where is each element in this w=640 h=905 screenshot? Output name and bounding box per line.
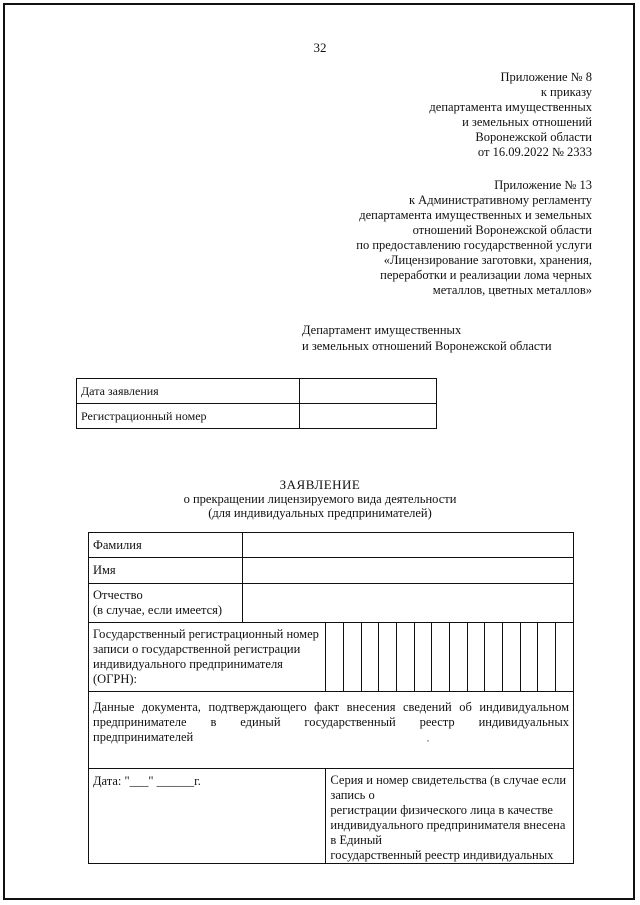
document-data-cell: [89, 692, 574, 769]
ogrn-digit-cell[interactable]: [344, 623, 362, 692]
appendix-regulation-line: Приложение № 13: [494, 178, 592, 192]
document-title: [0, 478, 640, 520]
appendix-order-line: Приложение № 8: [500, 70, 592, 84]
appendix-regulation-line: к Административному регламенту: [408, 193, 592, 207]
department-line: и земельных отношений Воронежской области: [302, 339, 552, 353]
department-line: Департамент имущественных: [302, 323, 462, 337]
certificate-line: государственный реестр индивидуальных: [330, 848, 554, 862]
title-heading: ЗАЯВЛЕНИЕ: [279, 477, 361, 492]
appendix-order-line: от 16.09.2022 № 2333: [477, 145, 592, 159]
appendix-order-line: и земельных отношений: [462, 115, 592, 129]
ogrn-digit-cell[interactable]: [556, 623, 574, 692]
appendix-regulation-line: отношений Воронежской области: [412, 223, 592, 237]
surname-value[interactable]: [243, 533, 574, 558]
name-label: Имя: [89, 558, 243, 584]
date-field[interactable]: Дата: "___" ______г.: [89, 769, 326, 864]
appendix-regulation-line: «Лицензирование заготовки, хранения,: [383, 253, 592, 267]
name-value[interactable]: [243, 558, 574, 584]
ogrn-digit-cell[interactable]: [503, 623, 521, 692]
number-label-cell: Регистрационный номер: [77, 404, 300, 429]
page-number: 32: [313, 40, 327, 55]
ogrn-digit-cell[interactable]: [361, 623, 379, 692]
scan-dot-mark: ˙: [426, 737, 430, 751]
title-subtitle: (для индивидуальных предпринимателей): [208, 506, 432, 520]
table-row: [77, 379, 437, 404]
appendix-regulation-line: по предоставлению государственной услуги: [356, 238, 592, 252]
ogrn-digit-cell[interactable]: [538, 623, 556, 692]
date-label-cell: Дата заявления: [77, 379, 300, 404]
appendix-regulation-line: переработки и реализации лома черных: [380, 268, 592, 282]
appendix-order-line: к приказу: [540, 85, 592, 99]
patronymic-label-line: Отчество: [93, 588, 143, 602]
ogrn-digit-cell[interactable]: [485, 623, 503, 692]
table-row: [89, 692, 574, 769]
ogrn-label-line: записи о государственной регистрации: [93, 642, 301, 656]
appendix-order-line: департамента имущественных: [429, 100, 592, 114]
appendix-regulation-line: металлов, цветных металлов»: [432, 283, 592, 297]
table-row: [77, 404, 437, 429]
ogrn-digit-cell[interactable]: [467, 623, 485, 692]
certificate-line: индивидуального предпринимателя внесена в Единый: [330, 818, 566, 847]
ogrn-digit-cell[interactable]: [326, 623, 344, 692]
ogrn-label-line: (ОГРН):: [93, 672, 138, 686]
document-data-line: предпринимателе в единый государственный реестр индивидуальных: [93, 715, 569, 729]
ogrn-digit-cell[interactable]: [520, 623, 538, 692]
ogrn-label: [89, 623, 326, 692]
ogrn-label-line: индивидуального предпринимателя: [93, 657, 283, 671]
ogrn-digit-cell[interactable]: [379, 623, 397, 692]
appendix-order-line: Воронежской области: [475, 130, 592, 144]
surname-label: Фамилия: [89, 533, 243, 558]
patronymic-value[interactable]: [243, 584, 574, 623]
table-row: [89, 584, 574, 623]
application-form-table: [88, 532, 574, 864]
appendix-regulation-block: [356, 178, 592, 298]
document-data-line: Данные документа, подтверждающего факт внесения сведений об индивидуальном: [93, 700, 569, 714]
patronymic-label: [89, 584, 243, 623]
date-value-cell[interactable]: [300, 379, 437, 404]
table-row: [89, 623, 574, 692]
department-addressee: [302, 322, 552, 354]
certificate-line: Серия и номер свидетельства (в случае если запись о: [330, 773, 567, 802]
certificate-cell: [326, 769, 574, 864]
certificate-line: регистрации физического лица в качестве: [330, 803, 553, 817]
table-row: [89, 558, 574, 584]
document-data-line: предпринимателей: [93, 730, 194, 744]
ogrn-label-line: Государственный регистрационный номер: [93, 627, 319, 641]
table-row: [89, 533, 574, 558]
number-value-cell[interactable]: [300, 404, 437, 429]
ogrn-digit-cell[interactable]: [397, 623, 415, 692]
patronymic-label-line: (в случае, если имеется): [93, 603, 223, 617]
table-row: [89, 769, 574, 864]
appendix-order-block: [429, 70, 592, 160]
ogrn-digit-cell[interactable]: [432, 623, 450, 692]
ogrn-digit-cell[interactable]: [414, 623, 432, 692]
appendix-regulation-line: департамента имущественных и земельных: [359, 208, 592, 222]
ogrn-digit-cell[interactable]: [450, 623, 468, 692]
title-subtitle: о прекращении лицензируемого вида деятельности: [183, 492, 457, 506]
registration-table: [76, 378, 437, 429]
